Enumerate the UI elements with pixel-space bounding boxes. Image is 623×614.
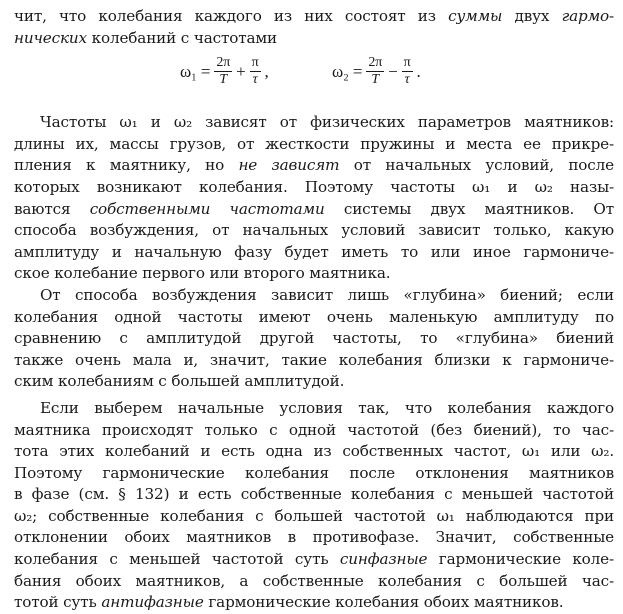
text-line: способа возбуждения, от начальных условий зависит только, какую <box>14 221 614 240</box>
text-line: чит, что колебания каждого из них состоят из суммы двух гармо- <box>14 7 614 25</box>
text-line: сравнению с амплитудой другой частоты, то «глубина» биений <box>14 329 614 348</box>
text-line: ω₂; собственные колебания с большей частотой ω₁ наблюдаются при <box>14 506 614 525</box>
text-line: бания обоих маятников, а собственные колебания с большей час- <box>14 571 614 590</box>
text-line: длины их, массы грузов, от жесткости пружины и места ее прикре- <box>14 134 614 153</box>
text-line: ским колебаниям с большей амплитудой. <box>14 372 345 391</box>
emphasis-text: не зависят <box>238 156 340 175</box>
text-line: нических колебаний с частотами <box>14 28 278 47</box>
fraction: $\frac{\pi}{\tau}$ <box>251 55 259 88</box>
text-line: Поэтому гармонические колебания после отклонения маятников <box>14 463 614 482</box>
text-line: маятника происходят только с одной частотой (без биений), то час- <box>14 420 614 439</box>
text-line: Частоты ω₁ и ω₂ зависят от физических параметров маятников: <box>40 113 614 132</box>
fraction: $\frac{\pi}{\tau}$ <box>403 55 411 88</box>
emphasis-text: синфазные <box>339 550 428 569</box>
text-line: в фазе (см. § 132) и есть собственные колебания с меньшей частотой <box>14 485 614 504</box>
formula-omega1: ω₁ = $\frac{2\pi}{T}$ + $\frac{\pi}{\tau}$ , <box>180 55 269 88</box>
text-line: Если выберем начальные условия так, что колебания каждого <box>40 398 614 417</box>
text-line: тота этих колебаний и есть одна из собственных частот, ω₁ или ω₂. <box>14 442 614 461</box>
emphasis-text: нических <box>14 28 87 47</box>
fraction: $\frac{2\pi}{T}$ <box>216 55 231 88</box>
emphasis-text: гармо- <box>561 7 614 25</box>
text-line: также очень мала и, значит, такие колебания близки к гармониче- <box>14 350 614 369</box>
text-line: колебания с меньшей частотой суть синфазные гармонические коле- <box>14 550 614 569</box>
text-line: ское колебание первого или второго маятника. <box>14 264 391 283</box>
text-line: пления к маятнику, но не зависят от начальных условий, после <box>14 156 614 175</box>
text-line: амплитуду и начальную фазу будет иметь то или иное гармониче- <box>14 242 614 261</box>
text-line: ваются собственными частотами системы двух маятников. От <box>14 199 614 218</box>
text-line: отклонении обоих маятников в противофазе. Значит, собственные <box>14 528 614 547</box>
formula-omega2: ω₂ = $\frac{2\pi}{T}$ − $\frac{\pi}{\tau}$ . <box>332 55 421 88</box>
fraction: $\frac{2\pi}{T}$ <box>368 55 383 88</box>
text-line: колебания одной частоты имеют очень маленькую амплитуду по <box>14 307 614 326</box>
emphasis-text: антифазные <box>101 593 204 612</box>
emphasis-text: суммы <box>448 7 503 25</box>
text-line: которых возникают колебания. Поэтому частоты ω₁ и ω₂ назы- <box>14 177 614 196</box>
text-line: От способа возбуждения зависит лишь «глубина» биений; если <box>40 285 614 304</box>
document-page <box>14 6 614 614</box>
text-line: тотой суть антифазные гармонические колебания обоих маятников. <box>14 593 564 612</box>
formula-block <box>14 49 614 107</box>
emphasis-text: собственными частотами <box>89 199 325 218</box>
